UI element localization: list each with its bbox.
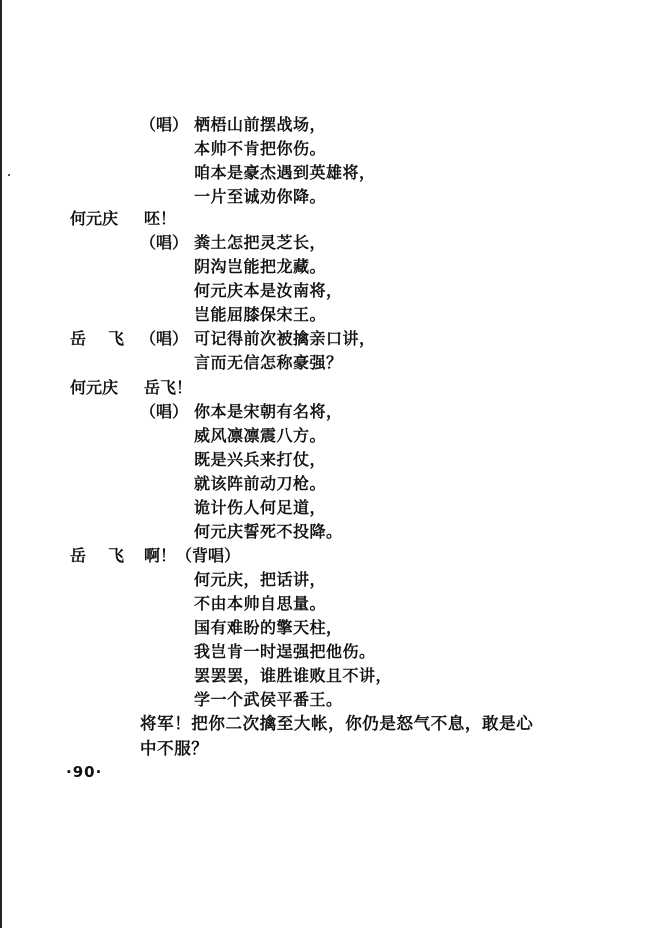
lyric-line: 罢罢罢，谁胜谁败且不讲， [194, 666, 393, 685]
lyric-line: 栖梧山前摆战场， [194, 115, 327, 134]
lyric-line: 粪土怎把灵芝长， [194, 233, 327, 252]
lyric-line: 既是兴兵来打仗， [194, 450, 327, 469]
lyric-line: 咱本是豪杰遇到英雄将， [194, 163, 376, 182]
page-left-edge [0, 0, 2, 928]
lyric-line: 不由本帅自思量。 [194, 594, 327, 613]
speaker-name: 岳飞 [70, 329, 147, 348]
speaker-name: 岳飞 [70, 546, 147, 565]
scan-speck [8, 174, 10, 176]
sung-cue: （唱） [140, 233, 189, 252]
lyric-line: 国有难盼的擎天柱， [194, 618, 343, 637]
sung-cue: （唱） [140, 402, 189, 421]
spoken-prose: 将军！把你二次擒至大帐，你仍是怒气不息，敢是心 [140, 714, 534, 733]
lyric-line: 一片至诚劝你降。 [194, 187, 327, 206]
lyric-line: 岂能屈膝保宋王。 [194, 305, 327, 324]
lyric-line: 何元庆，把话讲， [194, 570, 327, 589]
lyric-line: 诡计伤人何足道， [194, 498, 327, 517]
page-number: ·90· [66, 763, 103, 781]
lyric-line: 阴沟岂能把龙藏。 [194, 257, 327, 276]
lyric-line: 言而无信怎称豪强？ [194, 353, 343, 372]
lyric-line: 威风凛凛震八方。 [194, 426, 327, 445]
spoken-line: 呸！ [144, 209, 177, 228]
sung-cue: （唱） [140, 115, 189, 134]
spoken-line: 岳飞！ [144, 378, 193, 397]
lyric-line: 何元庆誓死不投降。 [194, 522, 343, 541]
lyric-line: 学一个武侯平番王。 [194, 690, 343, 709]
spoken-prose: 中不服？ [140, 739, 209, 758]
lyric-line: 何元庆本是汝南将， [194, 281, 343, 300]
lyric-line: 就该阵前动刀枪。 [194, 474, 327, 493]
lyric-line: 我岂肯一时逞强把他伤。 [194, 642, 376, 661]
speaker-name: 何元庆 [70, 209, 119, 228]
lyric-line: 本帅不肯把你伤。 [194, 139, 327, 158]
lyric-line: 可记得前次被擒亲口讲， [194, 329, 376, 348]
lyric-line: 你本是宋朝有名将， [194, 402, 343, 421]
spoken-line: 啊！（背唱） [144, 546, 241, 565]
speaker-name: 何元庆 [70, 378, 119, 397]
sung-cue: （唱） [140, 329, 189, 348]
